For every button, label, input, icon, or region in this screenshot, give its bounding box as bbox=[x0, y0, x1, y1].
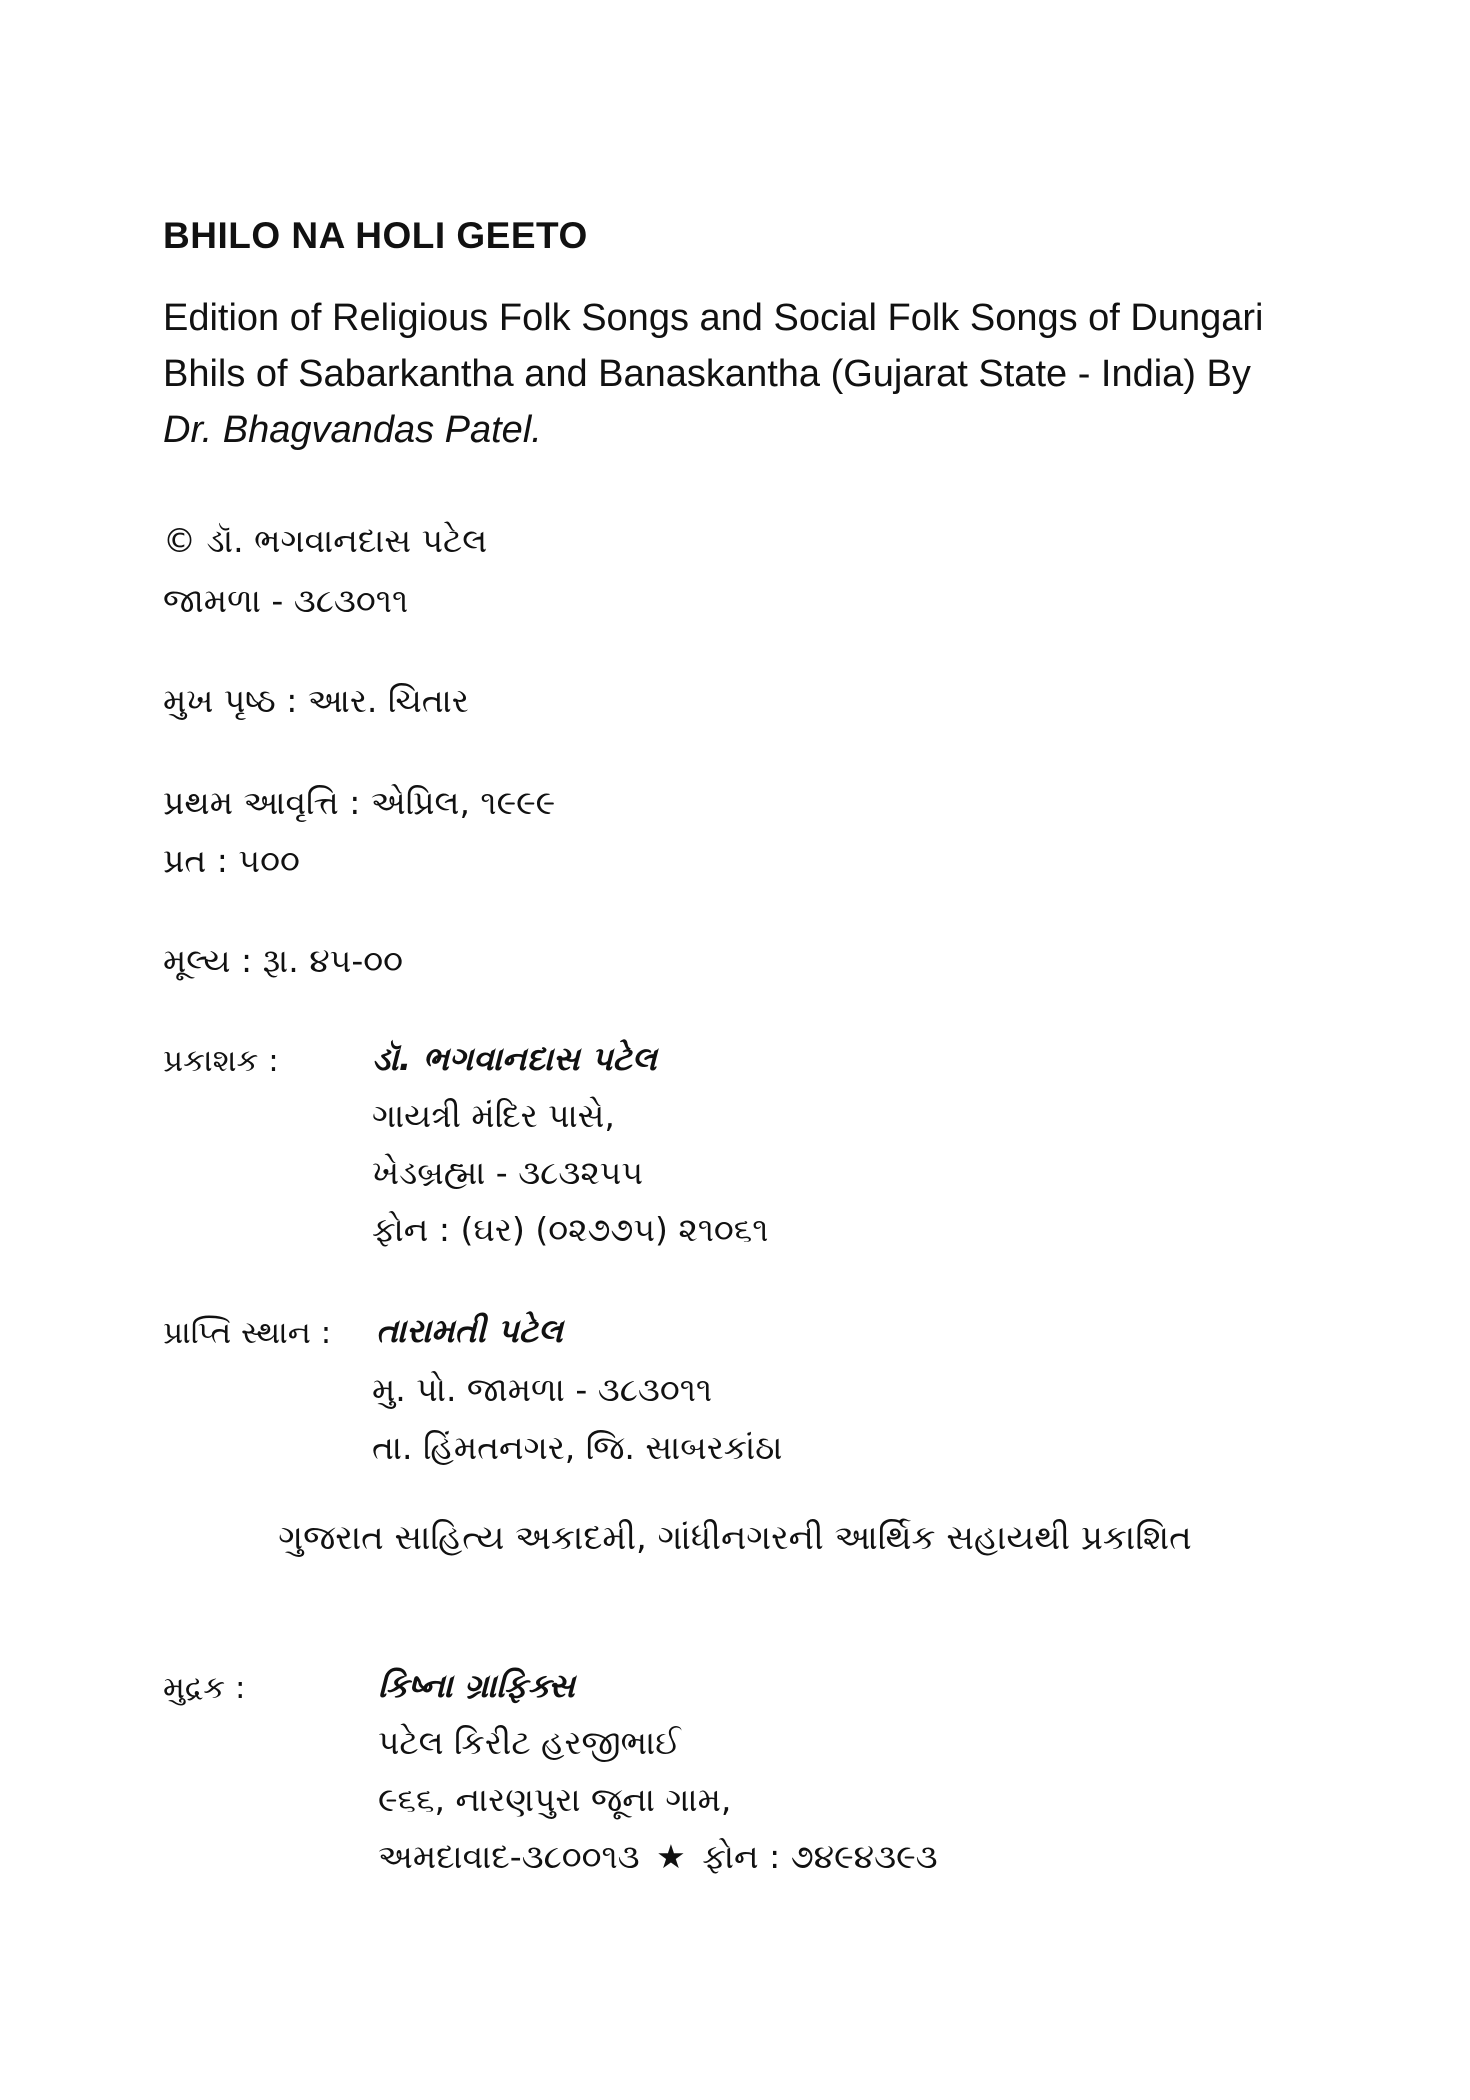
publisher-address-2: ખેડબ્રહ્મા - ૩૮૩૨૫૫ bbox=[372, 1153, 644, 1192]
cover-credit: મુખ પૃષ્ઠ : આર. ચિતાર bbox=[163, 681, 469, 720]
printer-label: મુદ્રક : bbox=[163, 1670, 246, 1706]
copyright-line: © ડૉ. ભગવાનદાસ પટેલ bbox=[163, 521, 488, 560]
availability-address-1: મુ. પો. જામળા - ૩૮૩૦૧૧ bbox=[372, 1370, 713, 1409]
printer-phone: ફોન : ૭૪૯૪૩૯૩ bbox=[702, 1837, 938, 1876]
book-description bbox=[163, 290, 1343, 458]
printer-address-line-2 bbox=[378, 1834, 938, 1880]
printer-owner: પટેલ કિરીટ હરજીભાઈ bbox=[378, 1723, 681, 1762]
description-text: Edition of Religious Folk Songs and Social Folk Songs of Dungari Bhils of Sabarkantha and Banaskantha (Gujarat State - India) By bbox=[163, 297, 1264, 395]
price-line: મૂલ્ય : રૂા. ૪૫-૦૦ bbox=[163, 941, 403, 980]
book-title: BHILO NA HOLI GEETO bbox=[163, 215, 588, 256]
availability-name: તારામતી પટેલ bbox=[376, 1311, 563, 1350]
publisher-name: ડૉ. ભગવાનદાસ પટેલ bbox=[372, 1039, 657, 1078]
publisher-address-1: ગાયત્રી મંદિર પાસે, bbox=[372, 1096, 615, 1135]
grant-note: ગુજરાત સાહિત્ય અકાદમી, ગાંધીનગરની આર્થિક સહાયથી પ્રકાશિત bbox=[278, 1518, 1192, 1558]
star-icon: ★ bbox=[656, 1837, 686, 1876]
availability-address-2: તા. હિંમતનગર, જિ. સાબરકાંઠા bbox=[372, 1428, 783, 1467]
availability-label: પ્રાપ્તિ સ્થાન : bbox=[163, 1315, 332, 1351]
edition-line: પ્રથમ આવૃત્તિ : એપ્રિલ, ૧૯૯૯ bbox=[163, 783, 556, 822]
printer-name: કિષ્ના ગ્રાફિક્સ bbox=[378, 1666, 575, 1705]
publisher-label: પ્રકાશક : bbox=[163, 1043, 279, 1079]
publisher-phone: ફોન : (ઘર) (૦૨૭૭૫) ૨૧૦૬૧ bbox=[372, 1210, 769, 1249]
author-name: Dr. Bhagvandas Patel. bbox=[163, 409, 542, 451]
copyright-place: જામળા - ૩૮૩૦૧૧ bbox=[163, 581, 409, 620]
printer-address-2: અમદાવાદ-૩૮૦૦૧૩ bbox=[378, 1837, 640, 1876]
copies-line: પ્રત : ૫૦૦ bbox=[163, 841, 300, 880]
printer-address-1: ૯૬૬, નારણપુરા જૂના ગામ, bbox=[378, 1780, 732, 1819]
